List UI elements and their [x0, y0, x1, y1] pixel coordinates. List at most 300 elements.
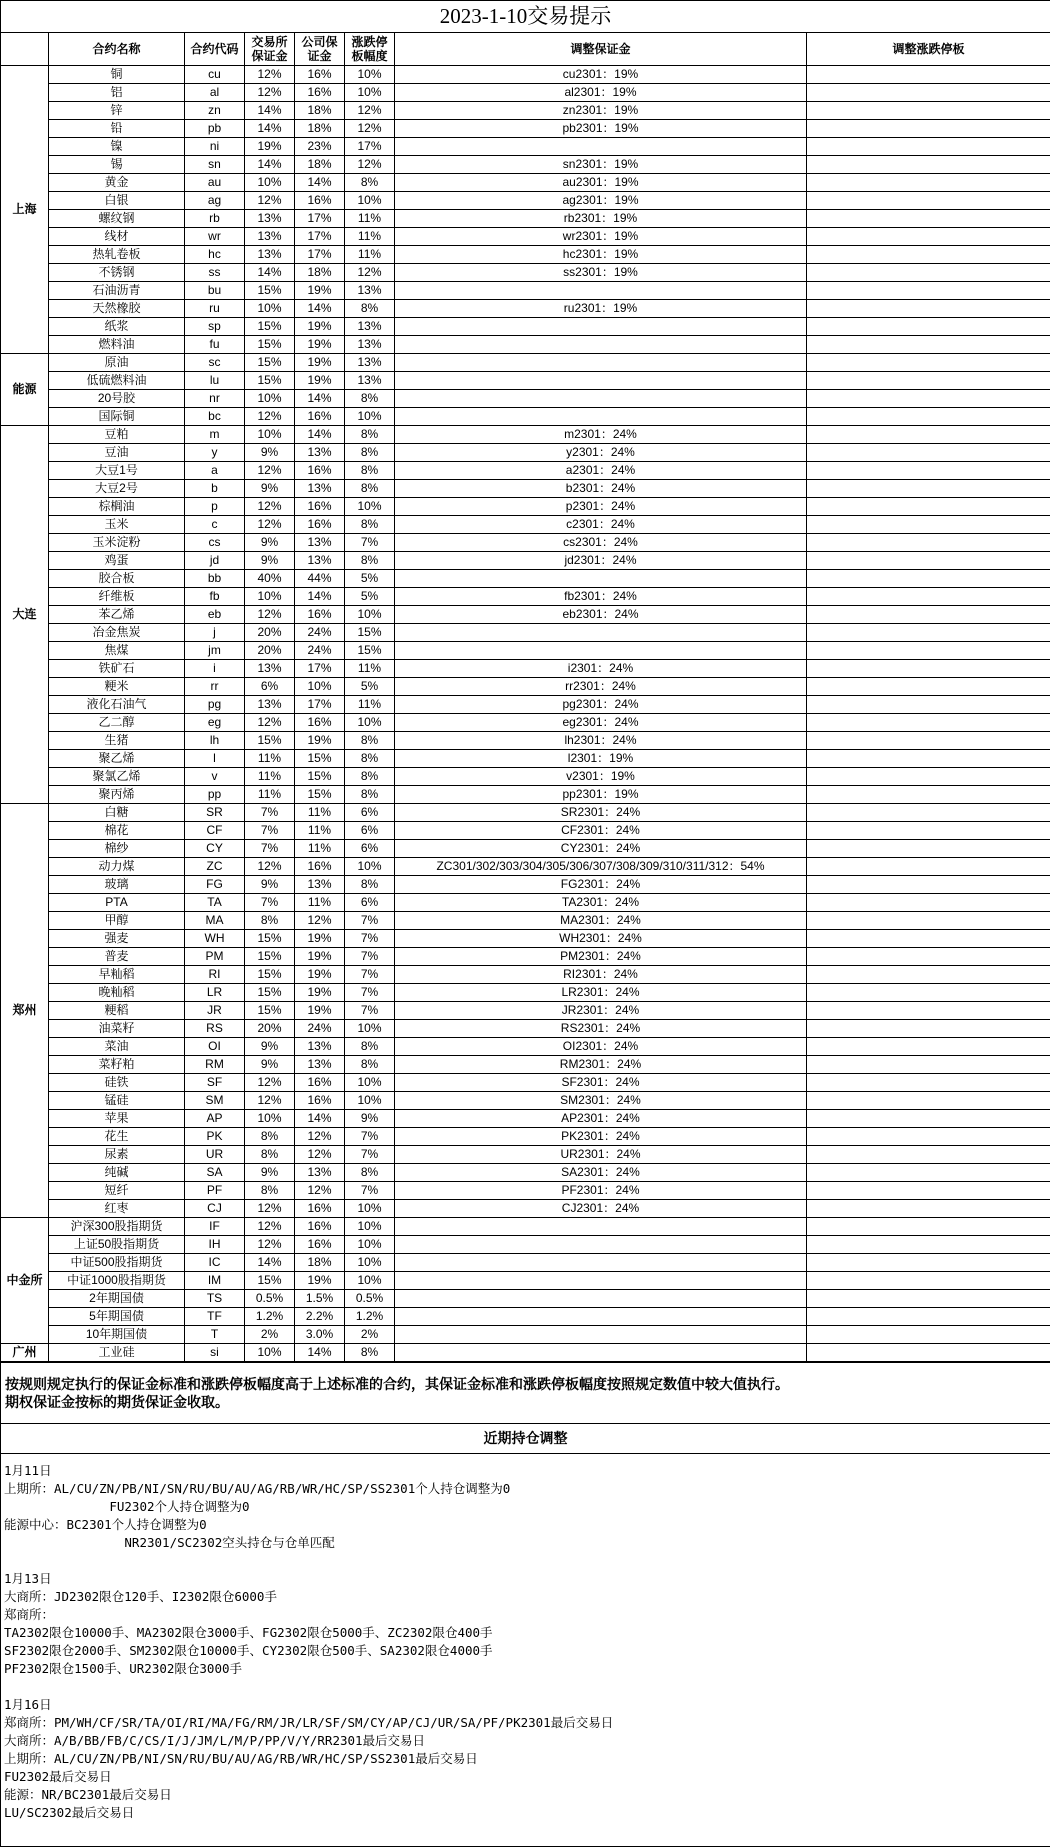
cell-adjusted-margin: b2301：24% [395, 480, 807, 498]
cell-exchange-margin: 40% [245, 570, 295, 588]
cell-adjusted-margin [395, 138, 807, 156]
cell-company-margin: 17% [295, 228, 345, 246]
cell-price-limit: 5% [345, 678, 395, 696]
cell-adjusted-limit [807, 1344, 1050, 1362]
cell-adjusted-margin: RM2301：24% [395, 1056, 807, 1074]
cell-contract-code: T [185, 1326, 245, 1344]
cell-contract-name: 菜籽粕 [49, 1056, 185, 1074]
cell-adjusted-margin [395, 642, 807, 660]
cell-contract-name: 白银 [49, 192, 185, 210]
cell-adjusted-margin [395, 282, 807, 300]
cell-adjusted-limit [807, 876, 1050, 894]
cell-company-margin: 15% [295, 768, 345, 786]
cell-adjusted-limit [807, 282, 1050, 300]
cell-company-margin: 19% [295, 930, 345, 948]
cell-company-margin: 16% [295, 516, 345, 534]
table-row [1, 642, 1050, 660]
cell-contract-name: 短纤 [49, 1182, 185, 1200]
exchange-label: 上海 [1, 66, 49, 354]
table-row [1, 858, 1050, 876]
cell-adjusted-limit [807, 948, 1050, 966]
cell-exchange-margin: 10% [245, 1110, 295, 1128]
cell-price-limit: 10% [345, 1092, 395, 1110]
cell-company-margin: 16% [295, 462, 345, 480]
cell-contract-name: 油菜籽 [49, 1020, 185, 1038]
cell-company-margin: 14% [295, 390, 345, 408]
cell-adjusted-margin: m2301：24% [395, 426, 807, 444]
cell-contract-name: 玉米淀粉 [49, 534, 185, 552]
cell-contract-name: 不锈钢 [49, 264, 185, 282]
table-row [1, 876, 1050, 894]
cell-price-limit: 10% [345, 1200, 395, 1218]
cell-adjusted-margin: SR2301：24% [395, 804, 807, 822]
cell-adjusted-limit [807, 912, 1050, 930]
cell-contract-name: 黄金 [49, 174, 185, 192]
cell-contract-code: IF [185, 1218, 245, 1236]
cell-exchange-margin: 9% [245, 444, 295, 462]
cell-exchange-margin: 9% [245, 1164, 295, 1182]
cell-adjusted-margin [395, 1308, 807, 1326]
cell-price-limit: 7% [345, 912, 395, 930]
cell-exchange-margin: 1.2% [245, 1308, 295, 1326]
cell-adjusted-margin [395, 570, 807, 588]
cell-exchange-margin: 14% [245, 264, 295, 282]
cell-company-margin: 16% [295, 1074, 345, 1092]
header-exchange-margin: 交易所保证金 [245, 33, 295, 66]
cell-company-margin: 16% [295, 606, 345, 624]
cell-contract-code: c [185, 516, 245, 534]
cell-exchange-margin: 8% [245, 1182, 295, 1200]
cell-contract-code: rr [185, 678, 245, 696]
cell-company-margin: 14% [295, 174, 345, 192]
table-row [1, 300, 1050, 318]
table-row [1, 192, 1050, 210]
table-row [1, 1164, 1050, 1182]
cell-price-limit: 7% [345, 948, 395, 966]
table-row [1, 120, 1050, 138]
cell-adjusted-limit [807, 660, 1050, 678]
cell-contract-name: 20号胶 [49, 390, 185, 408]
cell-contract-name: 苯乙烯 [49, 606, 185, 624]
cell-contract-name: 液化石油气 [49, 696, 185, 714]
cell-adjusted-margin: p2301：24% [395, 498, 807, 516]
cell-contract-name: 锰硅 [49, 1092, 185, 1110]
cell-contract-code: SA [185, 1164, 245, 1182]
cell-price-limit: 8% [345, 768, 395, 786]
cell-adjusted-limit [807, 984, 1050, 1002]
cell-contract-code: lu [185, 372, 245, 390]
cell-adjusted-margin: ZC301/302/303/304/305/306/307/308/309/310/311/312：54% [395, 858, 807, 876]
cell-contract-code: bu [185, 282, 245, 300]
cell-contract-name: 硅铁 [49, 1074, 185, 1092]
cell-price-limit: 10% [345, 1020, 395, 1038]
cell-adjusted-limit [807, 318, 1050, 336]
cell-contract-code: bc [185, 408, 245, 426]
table-row [1, 264, 1050, 282]
cell-exchange-margin: 7% [245, 894, 295, 912]
cell-contract-code: RI [185, 966, 245, 984]
cell-price-limit: 6% [345, 804, 395, 822]
cell-contract-code: cs [185, 534, 245, 552]
cell-adjusted-margin: wr2301：19% [395, 228, 807, 246]
cell-exchange-margin: 9% [245, 1056, 295, 1074]
cell-exchange-margin: 7% [245, 822, 295, 840]
cell-company-margin: 18% [295, 102, 345, 120]
cell-adjusted-limit [807, 966, 1050, 984]
cell-company-margin: 17% [295, 246, 345, 264]
cell-adjusted-limit [807, 246, 1050, 264]
table-row [1, 84, 1050, 102]
table-row [1, 426, 1050, 444]
cell-company-margin: 15% [295, 750, 345, 768]
cell-adjusted-margin [395, 372, 807, 390]
table-row [1, 840, 1050, 858]
cell-company-margin: 13% [295, 1038, 345, 1056]
table-row [1, 1236, 1050, 1254]
cell-adjusted-limit [807, 822, 1050, 840]
header-contract-code: 合约代码 [185, 33, 245, 66]
cell-price-limit: 10% [345, 1272, 395, 1290]
cell-exchange-margin: 15% [245, 282, 295, 300]
cell-adjusted-margin: AP2301：24% [395, 1110, 807, 1128]
cell-company-margin: 13% [295, 1164, 345, 1182]
cell-exchange-margin: 7% [245, 840, 295, 858]
cell-contract-name: 铜 [49, 66, 185, 84]
rules-note [1, 1363, 1050, 1424]
cell-contract-name: 中证1000股指期货 [49, 1272, 185, 1290]
cell-contract-name: 冶金焦炭 [49, 624, 185, 642]
cell-adjusted-limit [807, 1326, 1050, 1344]
cell-contract-name: 甲醇 [49, 912, 185, 930]
table-row [1, 516, 1050, 534]
cell-exchange-margin: 12% [245, 84, 295, 102]
cell-exchange-margin: 15% [245, 1002, 295, 1020]
cell-adjusted-limit [807, 1146, 1050, 1164]
cell-price-limit: 10% [345, 66, 395, 84]
table-row [1, 1218, 1050, 1236]
table-row [1, 714, 1050, 732]
cell-contract-code: SM [185, 1092, 245, 1110]
cell-contract-name: 低硫燃料油 [49, 372, 185, 390]
cell-adjusted-margin: RS2301：24% [395, 1020, 807, 1038]
cell-contract-code: CJ [185, 1200, 245, 1218]
cell-contract-name: 热轧卷板 [49, 246, 185, 264]
cell-contract-name: 聚氯乙烯 [49, 768, 185, 786]
cell-contract-code: ZC [185, 858, 245, 876]
cell-contract-name: 石油沥青 [49, 282, 185, 300]
cell-price-limit: 13% [345, 336, 395, 354]
cell-exchange-margin: 13% [245, 660, 295, 678]
cell-company-margin: 11% [295, 822, 345, 840]
cell-contract-name: 尿素 [49, 1146, 185, 1164]
cell-adjusted-margin: cs2301：24% [395, 534, 807, 552]
cell-contract-code: OI [185, 1038, 245, 1056]
table-row [1, 444, 1050, 462]
cell-price-limit: 7% [345, 534, 395, 552]
cell-contract-name: 胶合板 [49, 570, 185, 588]
cell-adjusted-margin: ss2301：19% [395, 264, 807, 282]
table-row [1, 1146, 1050, 1164]
cell-contract-name: 粳米 [49, 678, 185, 696]
cell-company-margin: 13% [295, 480, 345, 498]
cell-company-margin: 17% [295, 660, 345, 678]
cell-price-limit: 10% [345, 408, 395, 426]
cell-exchange-margin: 12% [245, 1200, 295, 1218]
position-line: 大商所：JD2302限仓120手、I2302限仓6000手 [4, 1588, 1047, 1606]
cell-adjusted-margin [395, 1236, 807, 1254]
cell-adjusted-limit [807, 390, 1050, 408]
cell-company-margin: 16% [295, 858, 345, 876]
cell-adjusted-limit [807, 120, 1050, 138]
table-row [1, 228, 1050, 246]
cell-price-limit: 10% [345, 1218, 395, 1236]
table-row [1, 1020, 1050, 1038]
cell-exchange-margin: 9% [245, 552, 295, 570]
cell-contract-name: 早籼稻 [49, 966, 185, 984]
cell-adjusted-margin: jd2301：24% [395, 552, 807, 570]
cell-contract-name: 燃料油 [49, 336, 185, 354]
header-adjusted-margin: 调整保证金 [395, 33, 807, 66]
cell-exchange-margin: 9% [245, 480, 295, 498]
cell-contract-code: WH [185, 930, 245, 948]
cell-company-margin: 13% [295, 534, 345, 552]
cell-adjusted-margin: OI2301：24% [395, 1038, 807, 1056]
cell-contract-name: 螺纹钢 [49, 210, 185, 228]
rules-note-line-1: 按规则规定执行的保证金标准和涨跌停板幅度高于上述标准的合约，其保证金标准和涨跌停板幅度按照规定数值中较大值执行。 [5, 1375, 1046, 1393]
cell-contract-code: bb [185, 570, 245, 588]
table-row [1, 1002, 1050, 1020]
cell-price-limit: 7% [345, 1182, 395, 1200]
cell-price-limit: 11% [345, 246, 395, 264]
cell-adjusted-limit [807, 1236, 1050, 1254]
cell-adjusted-limit [807, 1002, 1050, 1020]
cell-adjusted-limit [807, 714, 1050, 732]
cell-exchange-margin: 9% [245, 876, 295, 894]
cell-adjusted-limit [807, 786, 1050, 804]
cell-exchange-margin: 20% [245, 1020, 295, 1038]
cell-exchange-margin: 15% [245, 930, 295, 948]
cell-company-margin: 19% [295, 282, 345, 300]
cell-contract-code: pb [185, 120, 245, 138]
cell-company-margin: 13% [295, 444, 345, 462]
cell-contract-name: 焦煤 [49, 642, 185, 660]
position-line: FU2302最后交易日 [4, 1768, 1047, 1786]
cell-adjusted-limit [807, 264, 1050, 282]
cell-price-limit: 8% [345, 174, 395, 192]
cell-adjusted-limit [807, 1254, 1050, 1272]
table-row [1, 732, 1050, 750]
cell-price-limit: 8% [345, 516, 395, 534]
cell-adjusted-margin: sn2301：19% [395, 156, 807, 174]
position-line: 郑商所： [4, 1606, 1047, 1624]
table-row [1, 390, 1050, 408]
table-row [1, 624, 1050, 642]
cell-exchange-margin: 15% [245, 966, 295, 984]
cell-exchange-margin: 9% [245, 534, 295, 552]
cell-price-limit: 12% [345, 120, 395, 138]
cell-exchange-margin: 13% [245, 246, 295, 264]
cell-contract-code: i [185, 660, 245, 678]
cell-contract-name: PTA [49, 894, 185, 912]
cell-company-margin: 24% [295, 624, 345, 642]
cell-adjusted-margin: WH2301：24% [395, 930, 807, 948]
cell-price-limit: 10% [345, 498, 395, 516]
cell-exchange-margin: 11% [245, 750, 295, 768]
cell-adjusted-margin: lh2301：24% [395, 732, 807, 750]
cell-company-margin: 12% [295, 1182, 345, 1200]
cell-contract-code: eg [185, 714, 245, 732]
cell-adjusted-margin: zn2301：19% [395, 102, 807, 120]
cell-adjusted-limit [807, 840, 1050, 858]
cell-exchange-margin: 10% [245, 1344, 295, 1362]
cell-adjusted-margin [395, 1290, 807, 1308]
cell-exchange-margin: 11% [245, 768, 295, 786]
cell-company-margin: 14% [295, 426, 345, 444]
position-section-title: 近期持仓调整 [1, 1424, 1050, 1454]
cell-contract-name: 纤维板 [49, 588, 185, 606]
cell-adjusted-limit [807, 1092, 1050, 1110]
cell-contract-code: IC [185, 1254, 245, 1272]
cell-price-limit: 1.2% [345, 1308, 395, 1326]
cell-contract-code: IH [185, 1236, 245, 1254]
cell-adjusted-margin [395, 1254, 807, 1272]
cell-adjusted-margin: pp2301：19% [395, 786, 807, 804]
cell-exchange-margin: 14% [245, 102, 295, 120]
cell-contract-name: 苹果 [49, 1110, 185, 1128]
cell-contract-code: ag [185, 192, 245, 210]
cell-price-limit: 6% [345, 840, 395, 858]
header-contract-name: 合约名称 [49, 33, 185, 66]
cell-exchange-margin: 12% [245, 714, 295, 732]
cell-adjusted-margin: eb2301：24% [395, 606, 807, 624]
table-row [1, 750, 1050, 768]
cell-price-limit: 8% [345, 1038, 395, 1056]
table-row [1, 696, 1050, 714]
cell-contract-code: al [185, 84, 245, 102]
cell-price-limit: 8% [345, 390, 395, 408]
cell-adjusted-margin: a2301：24% [395, 462, 807, 480]
cell-company-margin: 23% [295, 138, 345, 156]
cell-contract-name: 豆油 [49, 444, 185, 462]
cell-company-margin: 13% [295, 876, 345, 894]
table-row [1, 1308, 1050, 1326]
cell-exchange-margin: 15% [245, 948, 295, 966]
exchange-label: 能源 [1, 354, 49, 426]
header-price-limit: 涨跌停板幅度 [345, 33, 395, 66]
position-line: 郑商所：PM/WH/CF/SR/TA/OI/RI/MA/FG/RM/JR/LR/SF/SM/CY/AP/CJ/UR/SA/PF/PK2301最后交易日 [4, 1714, 1047, 1732]
cell-adjusted-margin: y2301：24% [395, 444, 807, 462]
cell-exchange-margin: 15% [245, 984, 295, 1002]
header-company-margin: 公司保证金 [295, 33, 345, 66]
cell-contract-code: CF [185, 822, 245, 840]
cell-contract-code: lh [185, 732, 245, 750]
cell-adjusted-limit [807, 66, 1050, 84]
table-row [1, 1074, 1050, 1092]
cell-contract-name: 白糖 [49, 804, 185, 822]
cell-company-margin: 16% [295, 408, 345, 426]
cell-adjusted-limit [807, 426, 1050, 444]
table-row [1, 66, 1050, 84]
cell-adjusted-margin: ru2301：19% [395, 300, 807, 318]
cell-adjusted-margin: cu2301：19% [395, 66, 807, 84]
cell-adjusted-margin: hc2301：19% [395, 246, 807, 264]
cell-price-limit: 13% [345, 282, 395, 300]
header-adjusted-limit: 调整涨跌停板 [807, 33, 1050, 66]
position-line: NR2301/SC2302空头持仓与仓单匹配 [4, 1534, 1047, 1552]
cell-exchange-margin: 12% [245, 498, 295, 516]
cell-adjusted-margin: i2301：24% [395, 660, 807, 678]
cell-adjusted-margin: au2301：19% [395, 174, 807, 192]
table-row [1, 498, 1050, 516]
cell-price-limit: 8% [345, 786, 395, 804]
cell-adjusted-margin [395, 354, 807, 372]
cell-adjusted-limit [807, 480, 1050, 498]
cell-company-margin: 16% [295, 66, 345, 84]
cell-contract-name: 棕榈油 [49, 498, 185, 516]
cell-contract-code: m [185, 426, 245, 444]
cell-contract-code: zn [185, 102, 245, 120]
cell-adjusted-limit [807, 228, 1050, 246]
cell-price-limit: 15% [345, 624, 395, 642]
cell-contract-name: 2年期国债 [49, 1290, 185, 1308]
cell-exchange-margin: 7% [245, 804, 295, 822]
cell-contract-code: eb [185, 606, 245, 624]
table-row [1, 948, 1050, 966]
cell-company-margin: 15% [295, 786, 345, 804]
cell-adjusted-margin: CY2301：24% [395, 840, 807, 858]
cell-company-margin: 10% [295, 678, 345, 696]
cell-contract-name: 动力煤 [49, 858, 185, 876]
cell-contract-code: IM [185, 1272, 245, 1290]
table-row [1, 588, 1050, 606]
cell-adjusted-limit [807, 102, 1050, 120]
table-row [1, 894, 1050, 912]
cell-company-margin: 13% [295, 552, 345, 570]
cell-adjusted-limit [807, 624, 1050, 642]
cell-price-limit: 8% [345, 444, 395, 462]
cell-price-limit: 7% [345, 1128, 395, 1146]
cell-company-margin: 17% [295, 210, 345, 228]
cell-contract-name: 大豆1号 [49, 462, 185, 480]
cell-price-limit: 8% [345, 426, 395, 444]
cell-contract-code: RM [185, 1056, 245, 1074]
cell-adjusted-limit [807, 534, 1050, 552]
cell-contract-code: jd [185, 552, 245, 570]
cell-contract-name: 聚丙烯 [49, 786, 185, 804]
position-line: 上期所：AL/CU/ZN/PB/NI/SN/RU/BU/AU/AG/RB/WR/HC/SP/SS2301最后交易日 [4, 1750, 1047, 1768]
cell-company-margin: 2.2% [295, 1308, 345, 1326]
cell-company-margin: 24% [295, 642, 345, 660]
cell-price-limit: 6% [345, 894, 395, 912]
cell-adjusted-limit [807, 1074, 1050, 1092]
cell-exchange-margin: 8% [245, 1128, 295, 1146]
cell-adjusted-limit [807, 1056, 1050, 1074]
cell-exchange-margin: 10% [245, 426, 295, 444]
cell-contract-name: 上证50股指期货 [49, 1236, 185, 1254]
cell-exchange-margin: 12% [245, 606, 295, 624]
cell-contract-name: 花生 [49, 1128, 185, 1146]
cell-contract-name: 镍 [49, 138, 185, 156]
cell-contract-code: fu [185, 336, 245, 354]
cell-contract-name: 粳稻 [49, 1002, 185, 1020]
table-row [1, 1092, 1050, 1110]
exchange-label: 郑州 [1, 804, 49, 1218]
cell-adjusted-limit [807, 1164, 1050, 1182]
table-row [1, 462, 1050, 480]
position-line: 大商所：A/B/BB/FB/C/CS/I/J/JM/L/M/P/PP/V/Y/RR2301最后交易日 [4, 1732, 1047, 1750]
cell-company-margin: 16% [295, 1236, 345, 1254]
cell-contract-code: p [185, 498, 245, 516]
